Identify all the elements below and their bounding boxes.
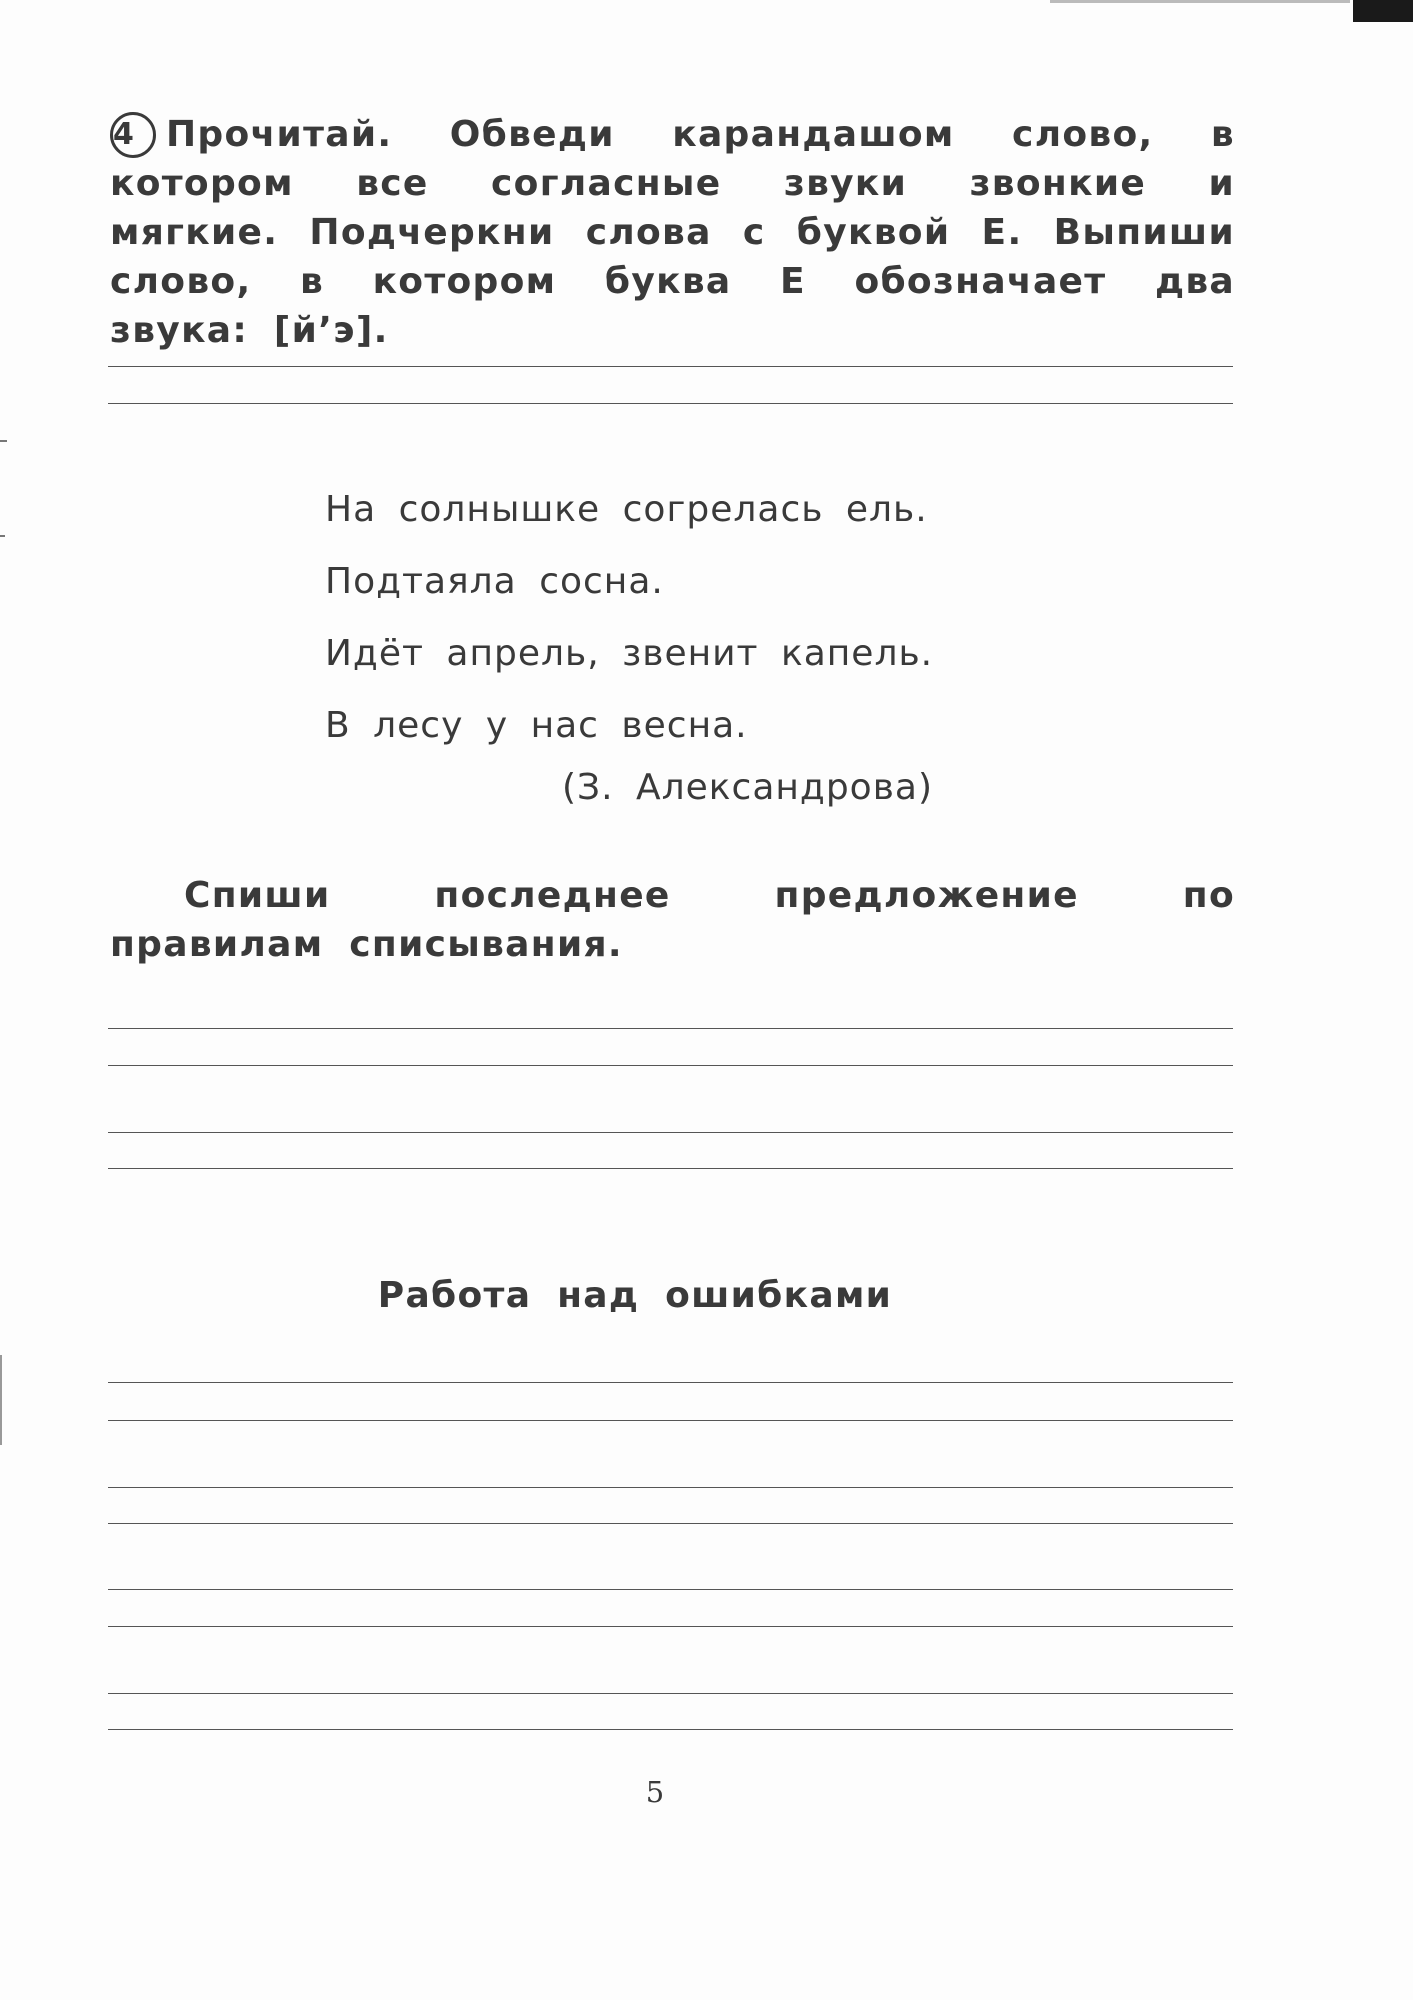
- poem-line: В лесу у нас весна.: [325, 705, 748, 746]
- errors-section-title: Работа над ошибками: [377, 1275, 893, 1316]
- answer-line[interactable]: [108, 1487, 1233, 1488]
- answer-line[interactable]: [108, 1626, 1233, 1627]
- answer-line[interactable]: [108, 1382, 1233, 1383]
- scan-artifact: [1050, 0, 1350, 3]
- answer-line[interactable]: [108, 1589, 1233, 1590]
- answer-line[interactable]: [108, 1420, 1233, 1421]
- poem: [325, 480, 933, 768]
- task-instruction: [110, 110, 1235, 355]
- answer-line[interactable]: [108, 403, 1233, 404]
- poem-line: Идёт апрель, звенит капель.: [325, 633, 934, 674]
- answer-line[interactable]: [108, 1028, 1233, 1029]
- poem-author: (З. Александрова): [562, 767, 934, 808]
- scan-artifact: [0, 535, 5, 537]
- poem-line: На солнышке согрелась ель.: [325, 489, 928, 530]
- answer-line[interactable]: [108, 1729, 1233, 1730]
- answer-line[interactable]: [108, 1065, 1233, 1066]
- scan-artifact: [0, 440, 7, 442]
- answer-line[interactable]: [108, 1168, 1233, 1169]
- answer-line[interactable]: [108, 1523, 1233, 1524]
- scan-artifact: [1353, 0, 1413, 22]
- task-instruction-text: Прочитай. Обведи карандашом слово, в котором все согласные звуки звонкие и мягкие. Подчеркни слова с буквой Е. Выпиши слово, в котором буква Е обозначает два звука: [й’э].: [110, 114, 1235, 351]
- task-number-badge: 4: [110, 112, 156, 158]
- answer-line[interactable]: [108, 1693, 1233, 1694]
- scan-artifact: [0, 1355, 2, 1445]
- answer-line[interactable]: [108, 1132, 1233, 1133]
- poem-line: Подтаяла сосна.: [325, 561, 664, 602]
- answer-line[interactable]: [108, 366, 1233, 367]
- page-number: 5: [645, 1775, 665, 1809]
- copy-task-instruction: Спиши последнее предложение по правилам списывания.: [110, 875, 1235, 965]
